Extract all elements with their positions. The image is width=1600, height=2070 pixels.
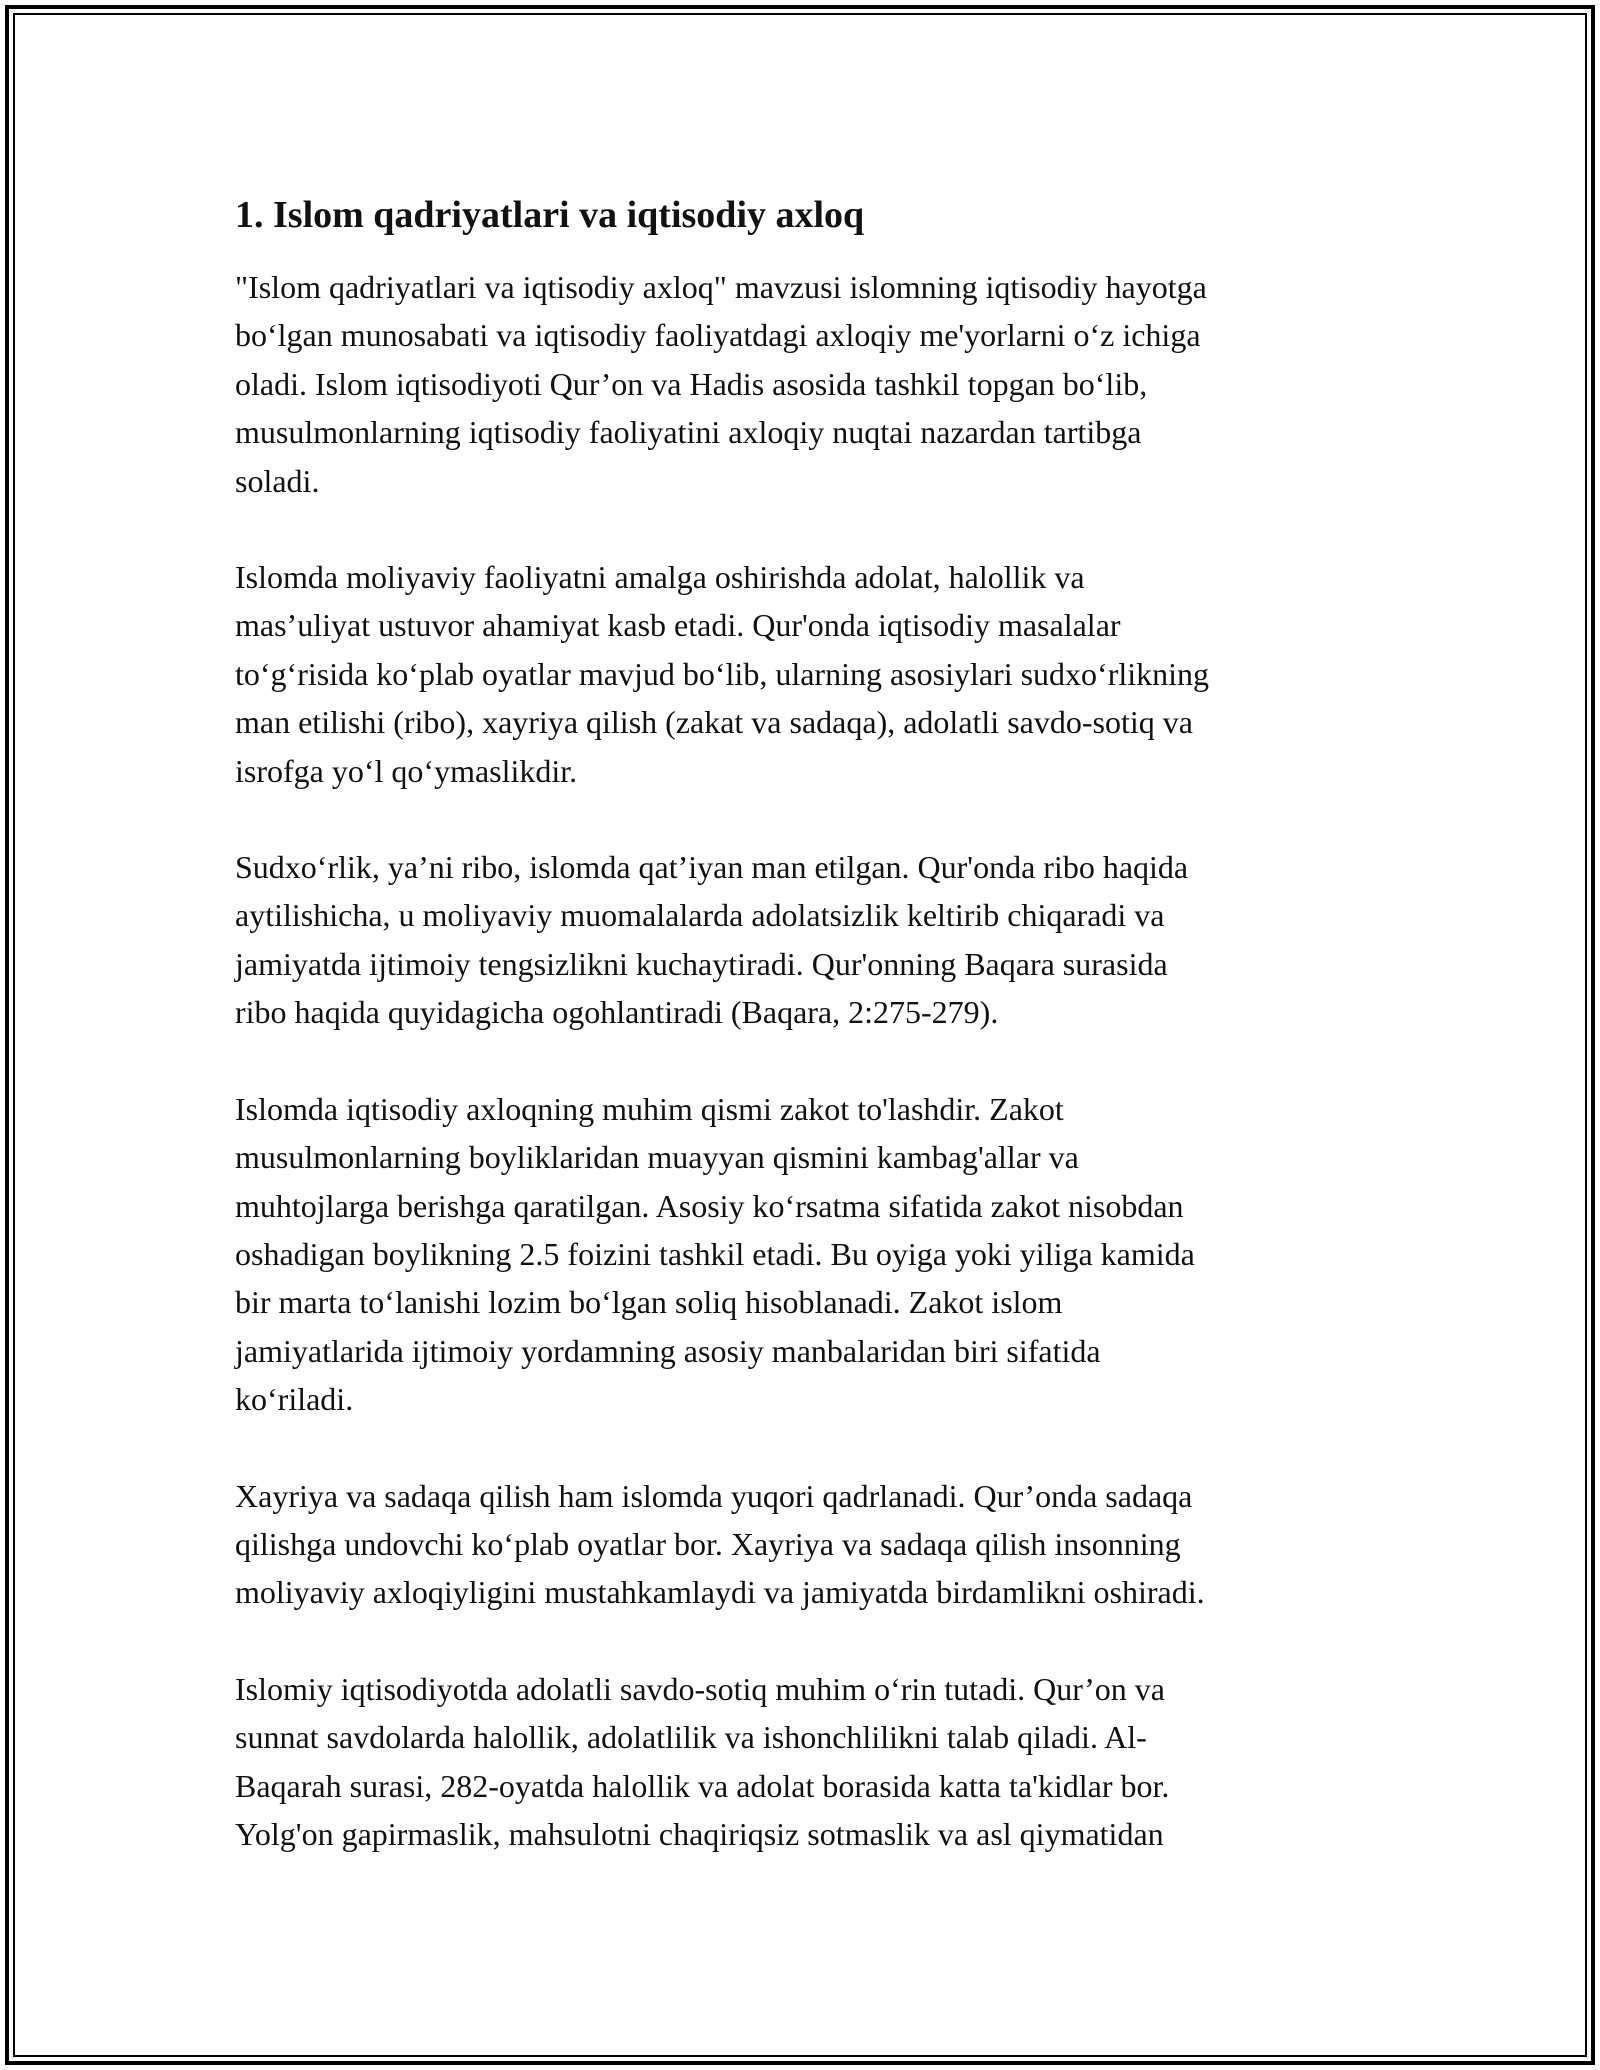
text-line: sunnat savdolarda halollik, adolatlilik va ishonchlilikni talab qiladi. Al- [235,1719,1147,1756]
paragraph-intro [235,263,1365,505]
text-line: musulmonlarning iqtisodiy faoliyatini axloqiy nuqtai nazardan tartibga [235,414,1142,451]
section-heading: 1. Islom qadriyatlari va iqtisodiy axloq [235,194,865,236]
text-line: man etilishi (ribo), xayriya qilish (zakat va sadaqa), adolatli savdo-sotiq va [235,704,1193,741]
text-line: bo‘lgan munosabati va iqtisodiy faoliyatdagi axloqiy me'yorlarni o‘z ichiga [235,317,1201,354]
text-line: Xayriya va sadaqa qilish ham islomda yuqori qadrlanadi. Qur’onda sadaqa [235,1477,1193,1514]
text-line: ribo haqida quyidagicha ogohlantiradi (Baqara, 2:275-279). [235,994,999,1031]
text-line: to‘g‘risida ko‘plab oyatlar mavjud bo‘lib, ularning asosiylari sudxo‘rlikning [235,655,1210,692]
text-line: muhtojlarga berishga qaratilgan. Asosiy ko‘rsatma sifatida zakot nisobdan [235,1187,1184,1224]
text-line: moliyaviy axloqiyligini mustahkamlaydi va jamiyatda birdamlikni oshiradi. [235,1574,1205,1611]
text-line: ko‘riladi. [235,1381,354,1418]
text-line: Islomiy iqtisodiyotda adolatli savdo-sotiq muhim o‘rin tutadi. Qur’on va [235,1670,1165,1707]
text-line: isrofga yo‘l qo‘ymaslikdir. [235,752,578,789]
paragraph-financial-ethics [235,553,1365,795]
text-line: aytilishicha, u moliyaviy muomalalarda adolatsizlik keltirib chiqaradi va [235,897,1165,934]
text-line: Islomda iqtisodiy axloqning muhim qismi zakot to'lashdir. Zakot [235,1090,1064,1127]
paragraph-fair-trade [235,1665,1365,1859]
text-line: Islomda moliyaviy faoliyatni amalga oshirishda adolat, halollik va [235,559,1085,596]
text-line: mas’uliyat ustuvor ahamiyat kasb etadi. Qur'onda iqtisodiy masalalar [235,607,1121,644]
text-line: oladi. Islom iqtisodiyoti Qur’on va Hadis asosida tashkil topgan bo‘lib, [235,365,1148,402]
text-line: soladi. [235,462,320,499]
text-line: Baqarah surasi, 282-oyatda halollik va adolat borasida katta ta'kidlar bor. [235,1767,1170,1804]
paragraph-zakot [235,1085,1365,1424]
document-body [235,187,1365,1906]
text-line: bir marta to‘lanishi lozim bo‘lgan soliq hisoblanadi. Zakot islom [235,1284,1063,1321]
paragraph-sadaqa [235,1472,1365,1617]
text-line: Sudxo‘rlik, ya’ni ribo, islomda qat’iyan man etilgan. Qur'onda ribo haqida [235,849,1189,886]
text-line: jamiyatlarida ijtimoiy yordamning asosiy manbalaridan biri sifatida [235,1332,1101,1369]
text-line: Yolg'on gapirmaslik, mahsulotni chaqiriqsiz sotmaslik va asl qiymatidan [235,1815,1164,1852]
text-line: oshadigan boylikning 2.5 foizini tashkil etadi. Bu oyiga yoki yiliga kamida [235,1235,1195,1272]
text-line: qilishga undovchi ko‘plab oyatlar bor. Xayriya va sadaqa qilish insonning [235,1525,1181,1562]
text-line: "Islom qadriyatlari va iqtisodiy axloq" mavzusi islomning iqtisodiy hayotga [235,269,1207,305]
text-line: jamiyatda ijtimoiy tengsizlikni kuchaytiradi. Qur'onning Baqara surasida [235,945,1168,982]
text-line: musulmonlarning boyliklaridan muayyan qismini kambag'allar va [235,1139,1079,1176]
paragraph-ribo [235,843,1365,1037]
